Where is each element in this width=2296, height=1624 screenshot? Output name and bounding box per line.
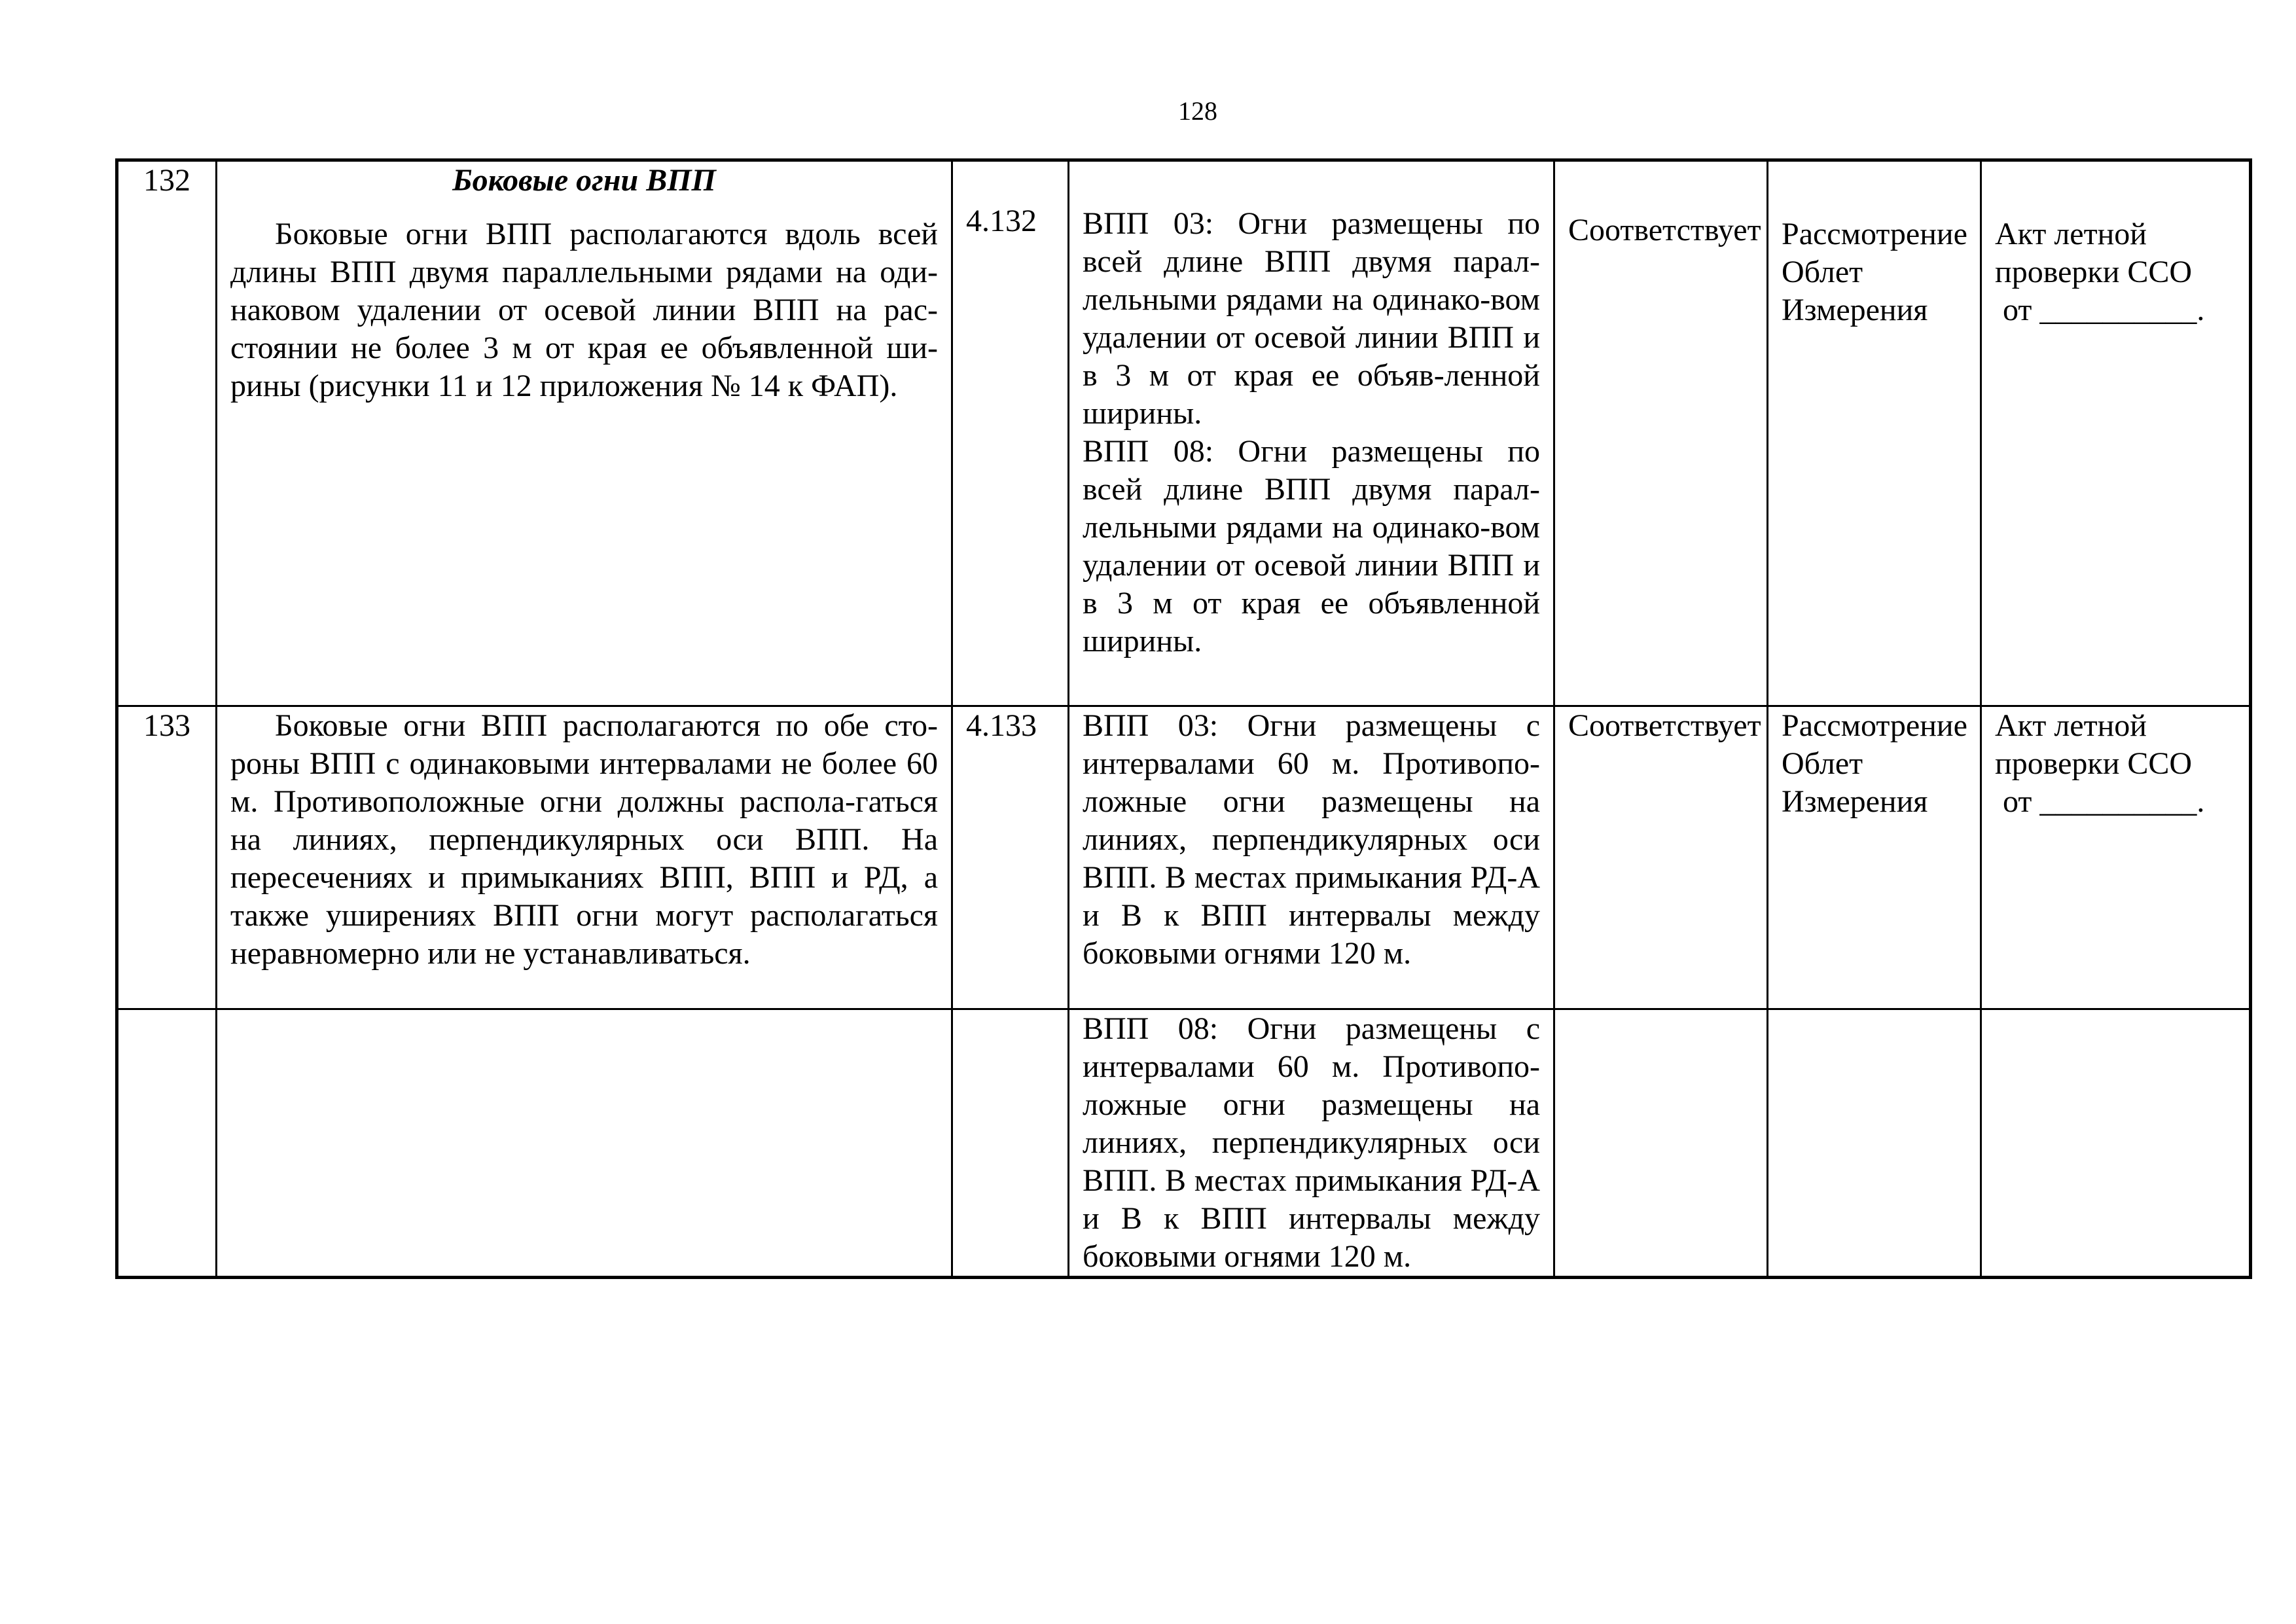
- method-item: Измерения: [1782, 784, 1928, 819]
- description-text: ВПП 08: Огни размещены по всей длине ВПП двумя парал-лельными рядами на одинако-вом удалении от осевой линии ВПП и в 3 м от края ее объявленной ширины.: [1083, 434, 1540, 659]
- section-title: Боковые огни ВПП: [452, 163, 716, 198]
- description-cell: [1069, 160, 1554, 706]
- document-cell-empty: [1981, 1009, 2251, 1278]
- reference-number: 4.132: [952, 160, 1069, 706]
- description-text: ВПП 03: Огни размещены с интервалами 60 м. Противопо-ложные огни размещены на линиях, перпендикулярных оси ВПП. В местах примыкания РД-А и В к ВПП интервалы между боковыми огнями 120 м.: [1083, 708, 1540, 971]
- method-item: Рассмотрение: [1782, 217, 1967, 251]
- row-number: 132: [117, 160, 217, 706]
- status-cell: Соответствует: [1554, 160, 1768, 706]
- status-cell: Соответствует: [1554, 706, 1768, 1009]
- page-number: 128: [1178, 96, 1217, 126]
- row-number: 133: [117, 706, 217, 1009]
- method-item: Измерения: [1782, 293, 1928, 327]
- method-cell: [1768, 160, 1981, 706]
- method-cell-empty: [1768, 1009, 1981, 1278]
- compliance-table: [115, 158, 2252, 1279]
- document-line: от __________.: [2003, 293, 2205, 327]
- table-row: [117, 706, 2251, 1009]
- requirement-cell: [217, 706, 952, 1009]
- description-text: ВПП 03: Огни размещены по всей длине ВПП двумя парал-лельными рядами на одинако-вом удалении от осевой линии ВПП и в 3 м от края ее объяв-ленной ширины.: [1083, 206, 1540, 431]
- requirement-cell-empty: [217, 1009, 952, 1278]
- requirement-cell: [217, 160, 952, 706]
- document-cell: [1981, 160, 2251, 706]
- method-item: Рассмотрение: [1782, 708, 1967, 743]
- method-cell: [1768, 706, 1981, 1009]
- requirement-text: Боковые огни ВПП располагаются вдоль всей длины ВПП двумя параллельными рядами на оди-наковом удалении от осевой линии ВПП на рас-стоянии не более 3 м от края ее объявленной ши-рины (рисунки 11 и 12 приложения № 14 к ФАП).: [230, 217, 938, 403]
- document-line: проверки ССО: [1995, 746, 2193, 781]
- description-text: ВПП 08: Огни размещены с интервалами 60 м. Противопо-ложные огни размещены на линиях, перпендикулярных оси ВПП. В местах примыкания РД-А и В к ВПП интервалы между боковыми огнями 120 м.: [1083, 1011, 1540, 1274]
- document-line: проверки ССО: [1995, 255, 2193, 289]
- description-cell: [1069, 1009, 1554, 1278]
- method-item: Облет: [1782, 746, 1863, 781]
- document-line: Акт летной: [1995, 217, 2147, 251]
- row-number-empty: [117, 1009, 217, 1278]
- status-cell-empty: [1554, 1009, 1768, 1278]
- method-item: Облет: [1782, 255, 1863, 289]
- document-cell: [1981, 706, 2251, 1009]
- description-cell: [1069, 706, 1554, 1009]
- table-row: [117, 1009, 2251, 1278]
- document-line: Акт летной: [1995, 708, 2147, 743]
- table-row: [117, 160, 2251, 706]
- reference-number: 4.133: [952, 706, 1069, 1009]
- requirement-text: Боковые огни ВПП располагаются по обе сто-роны ВПП с одинаковыми интервалами не более 60 м. Противоположные огни должны распола-гаться на линиях, перпендикулярных оси ВПП. На пересечениях и примыканиях ВПП, ВПП и РД, а также уширениях ВПП огни могут располагаться неравномерно или не устанавливаться.: [230, 708, 938, 971]
- document-line: от __________.: [2003, 784, 2205, 819]
- reference-cell-empty: [952, 1009, 1069, 1278]
